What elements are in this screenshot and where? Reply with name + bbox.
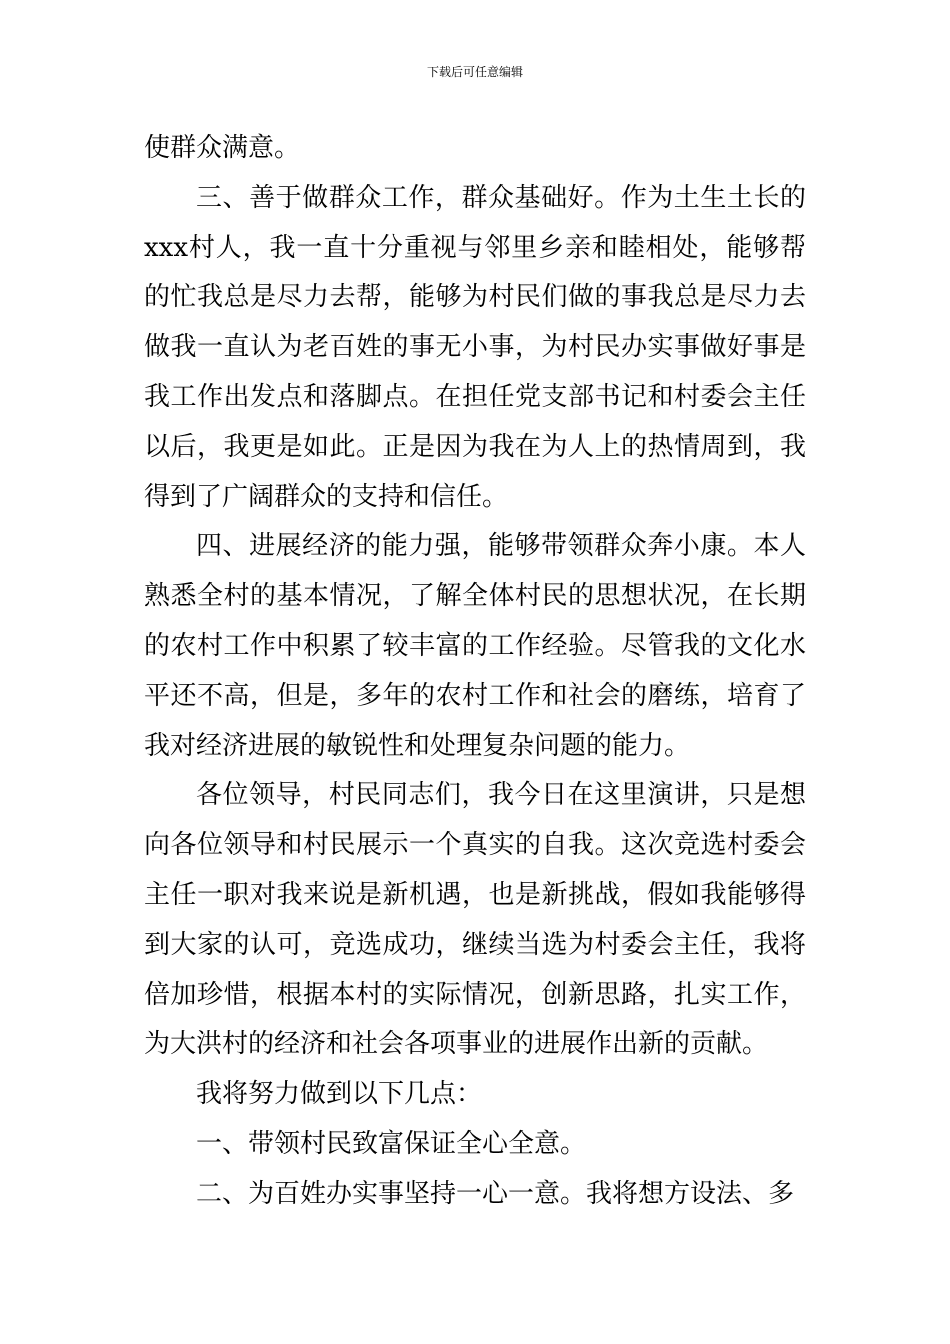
list-item-two: 二、为百姓办实事坚持一心一意。我将想方设法、多 [196,1178,795,1209]
list-item-one: 一、带领村民致富保证全心全意。 [196,1128,587,1159]
document-body [144,124,806,1220]
paragraph-point-four: 四、进展经济的能力强，能够带领群众奔小康。本人熟悉全村的基本情况，了解全体村民的思想状况，在长期的农村工作中积累了较丰富的工作经验。尽管我的文化水平还不高，但是，多年的农村工作和社会的磨练，培育了我对经济进展的敏锐性和处理复杂问题的能力。 [144,531,806,761]
paragraph-point-three: 三、善于做群众工作，群众基础好。作为土生土长的xxx村人，我一直十分重视与邻里乡亲和睦相处，能够帮的忙我总是尽力去帮，能够为村民们做的事我总是尽力去做我一直认为老百姓的事无小事，为村民办实事做好事是我工作出发点和落脚点。在担任党支部书记和村委会主任以后，我更是如此。正是因为我在为人上的热情周到，我得到了广阔群众的支持和信任。 [144,182,806,512]
paragraph-continuation: 使群众满意。 [144,133,301,163]
paragraph-address: 各位领导，村民同志们，我今日在这里演讲，只是想向各位领导和村民展示一个真实的自我。这次竞选村委会主任一职对我来说是新机遇，也是新挑战，假如我能够得到大家的认可，竞选成功，继续当选为村委会主任，我将倍加珍惜，根据本村的实际情况，创新思路，扎实工作，为大洪村的经济和社会各项事业的进展作出新的贡献。 [144,780,806,1060]
page-header: 下载后可任意编辑 [426,65,523,79]
paragraph-intro-list: 我将努力做到以下几点： [196,1079,483,1110]
